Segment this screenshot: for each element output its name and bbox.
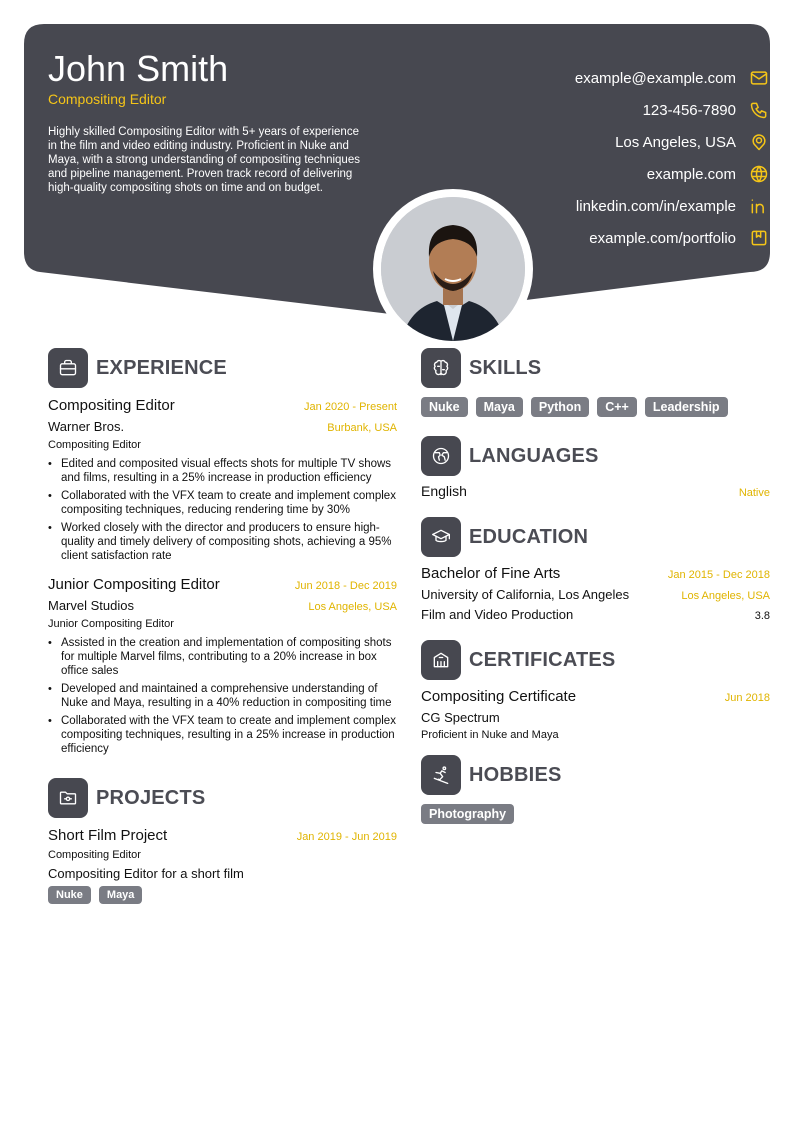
language-globe-icon bbox=[421, 436, 461, 476]
job-role: Compositing Editor bbox=[48, 439, 141, 451]
job-bullet: • Collaborated with the VFX team to create and implement complex compositing techniques, resulting in a 25% increase in production efficiency bbox=[48, 714, 397, 756]
profile-photo-frame bbox=[373, 189, 533, 349]
project-date: Jan 2019 - Jun 2019 bbox=[296, 831, 397, 843]
contact-linkedin-text[interactable]: linkedin.com/in/example bbox=[575, 197, 736, 215]
experience-section-header bbox=[48, 348, 397, 388]
job-company: Warner Bros. bbox=[48, 419, 125, 434]
certificate-entry bbox=[421, 688, 770, 741]
languages-heading: LANGUAGES bbox=[469, 444, 599, 467]
education-entry bbox=[421, 565, 770, 622]
job-location: Burbank, USA bbox=[327, 422, 397, 434]
project-tag: Maya bbox=[99, 886, 143, 904]
certificate-description: Proficient in Nuke and Maya bbox=[421, 729, 559, 741]
projects-section-header bbox=[48, 778, 397, 818]
graduation-cap-icon bbox=[421, 517, 461, 557]
contact-website-text[interactable]: example.com bbox=[646, 165, 736, 183]
job-title: Compositing Editor bbox=[48, 397, 175, 414]
skill-tag: Nuke bbox=[421, 397, 468, 417]
location-pin-icon bbox=[748, 131, 770, 153]
certificate-name: Compositing Certificate bbox=[421, 688, 577, 705]
language-entry bbox=[421, 483, 770, 499]
job-role: Junior Compositing Editor bbox=[48, 618, 174, 630]
job-bullet: • Worked closely with the director and producers to ensure high-quality and timely delivery of compositing shots, achieving a 95% client satisfaction rate bbox=[48, 521, 397, 563]
candidate-name: John Smith bbox=[48, 48, 229, 89]
bookmark-icon bbox=[748, 227, 770, 249]
project-title: Short Film Project bbox=[48, 827, 168, 844]
education-degree: Bachelor of Fine Arts bbox=[421, 565, 561, 582]
briefcase-icon bbox=[48, 348, 88, 388]
institution-icon bbox=[421, 640, 461, 680]
job-bullet: • Assisted in the creation and implementation of compositing shots for multiple Marvel films, contributing to a 20% increase in box office sales bbox=[48, 636, 397, 678]
right-column bbox=[421, 348, 770, 830]
job-date: Jan 2020 - Present bbox=[304, 401, 397, 413]
certificates-section-header bbox=[421, 640, 770, 680]
project-role: Compositing Editor bbox=[48, 849, 141, 861]
project-entry bbox=[48, 827, 397, 910]
contact-email[interactable] bbox=[440, 62, 770, 94]
profile-photo bbox=[381, 197, 525, 341]
skill-tags bbox=[421, 397, 770, 423]
job-bullet: • Developed and maintained a comprehensive understanding of Nuke and Maya, resulting in a 40% reduction in compositing time bbox=[48, 682, 397, 710]
skill-tag: Leadership bbox=[645, 397, 728, 417]
certificate-date: Jun 2018 bbox=[724, 692, 770, 704]
email-icon bbox=[748, 67, 770, 89]
project-tag: Nuke bbox=[48, 886, 91, 904]
globe-icon bbox=[748, 163, 770, 185]
job-bullets bbox=[48, 636, 397, 756]
contact-portfolio-text[interactable]: example.com/portfolio bbox=[589, 229, 736, 247]
job-bullets bbox=[48, 457, 397, 563]
education-location: Los Angeles, USA bbox=[681, 590, 770, 602]
folder-icon bbox=[48, 778, 88, 818]
contact-location-text: Los Angeles, USA bbox=[615, 133, 736, 151]
language-level: Native bbox=[738, 487, 770, 499]
education-heading: EDUCATION bbox=[469, 525, 589, 548]
projects-heading: PROJECTS bbox=[96, 786, 206, 809]
skill-tag: C++ bbox=[597, 397, 637, 417]
skill-tag: Python bbox=[531, 397, 589, 417]
experience-heading: EXPERIENCE bbox=[96, 356, 227, 379]
contact-phone[interactable] bbox=[440, 94, 770, 126]
education-field: Film and Video Production bbox=[421, 607, 574, 622]
education-date: Jan 2015 - Dec 2018 bbox=[667, 569, 770, 581]
contact-location bbox=[440, 126, 770, 158]
certificates-heading: CERTIFICATES bbox=[469, 648, 616, 671]
contact-phone-text[interactable]: 123-456-7890 bbox=[642, 101, 736, 119]
skills-heading: SKILLS bbox=[469, 356, 542, 379]
education-section-header bbox=[421, 517, 770, 557]
contact-email-text[interactable]: example@example.com bbox=[574, 69, 736, 87]
job-bullet: • Collaborated with the VFX team to create and implement complex compositing techniques, reducing rendering time by 30% bbox=[48, 489, 397, 517]
education-grade: 3.8 bbox=[754, 610, 770, 622]
left-column bbox=[48, 348, 397, 910]
skills-section-header bbox=[421, 348, 770, 388]
certificate-issuer: CG Spectrum bbox=[421, 710, 500, 725]
job-company: Marvel Studios bbox=[48, 598, 134, 613]
job-location: Los Angeles, USA bbox=[308, 601, 397, 613]
brain-icon bbox=[421, 348, 461, 388]
linkedin-icon bbox=[748, 195, 770, 217]
candidate-title: Compositing Editor bbox=[48, 91, 167, 107]
job-bullet: • Edited and composited visual effects shots for multiple TV shows and films, resulting in a 25% increase in production efficiency bbox=[48, 457, 397, 485]
hobby-tags bbox=[421, 804, 770, 830]
hobbies-heading: HOBBIES bbox=[469, 763, 562, 786]
contact-website[interactable] bbox=[440, 158, 770, 190]
language-name: English bbox=[421, 483, 467, 499]
project-description: Compositing Editor for a short film bbox=[48, 866, 244, 881]
education-school: University of California, Los Angeles bbox=[421, 587, 630, 602]
experience-entry bbox=[48, 576, 397, 756]
phone-icon bbox=[748, 99, 770, 121]
skiing-icon bbox=[421, 755, 461, 795]
languages-section-header bbox=[421, 436, 770, 476]
experience-entry bbox=[48, 397, 397, 563]
job-title: Junior Compositing Editor bbox=[48, 576, 220, 593]
profile-summary: Highly skilled Compositing Editor with 5+ years of experience in the film and video editing industry. Proficient in Nuke and Maya, with a strong understanding of compositing techniques and pipeline management. Proven track record of delivering high-quality compositing shots on time and on budget. bbox=[48, 126, 360, 194]
skill-tag: Maya bbox=[476, 397, 523, 417]
project-tags bbox=[48, 886, 397, 910]
hobbies-section-header bbox=[421, 755, 770, 795]
hobby-tag: Photography bbox=[421, 804, 514, 824]
job-date: Jun 2018 - Dec 2019 bbox=[294, 580, 397, 592]
